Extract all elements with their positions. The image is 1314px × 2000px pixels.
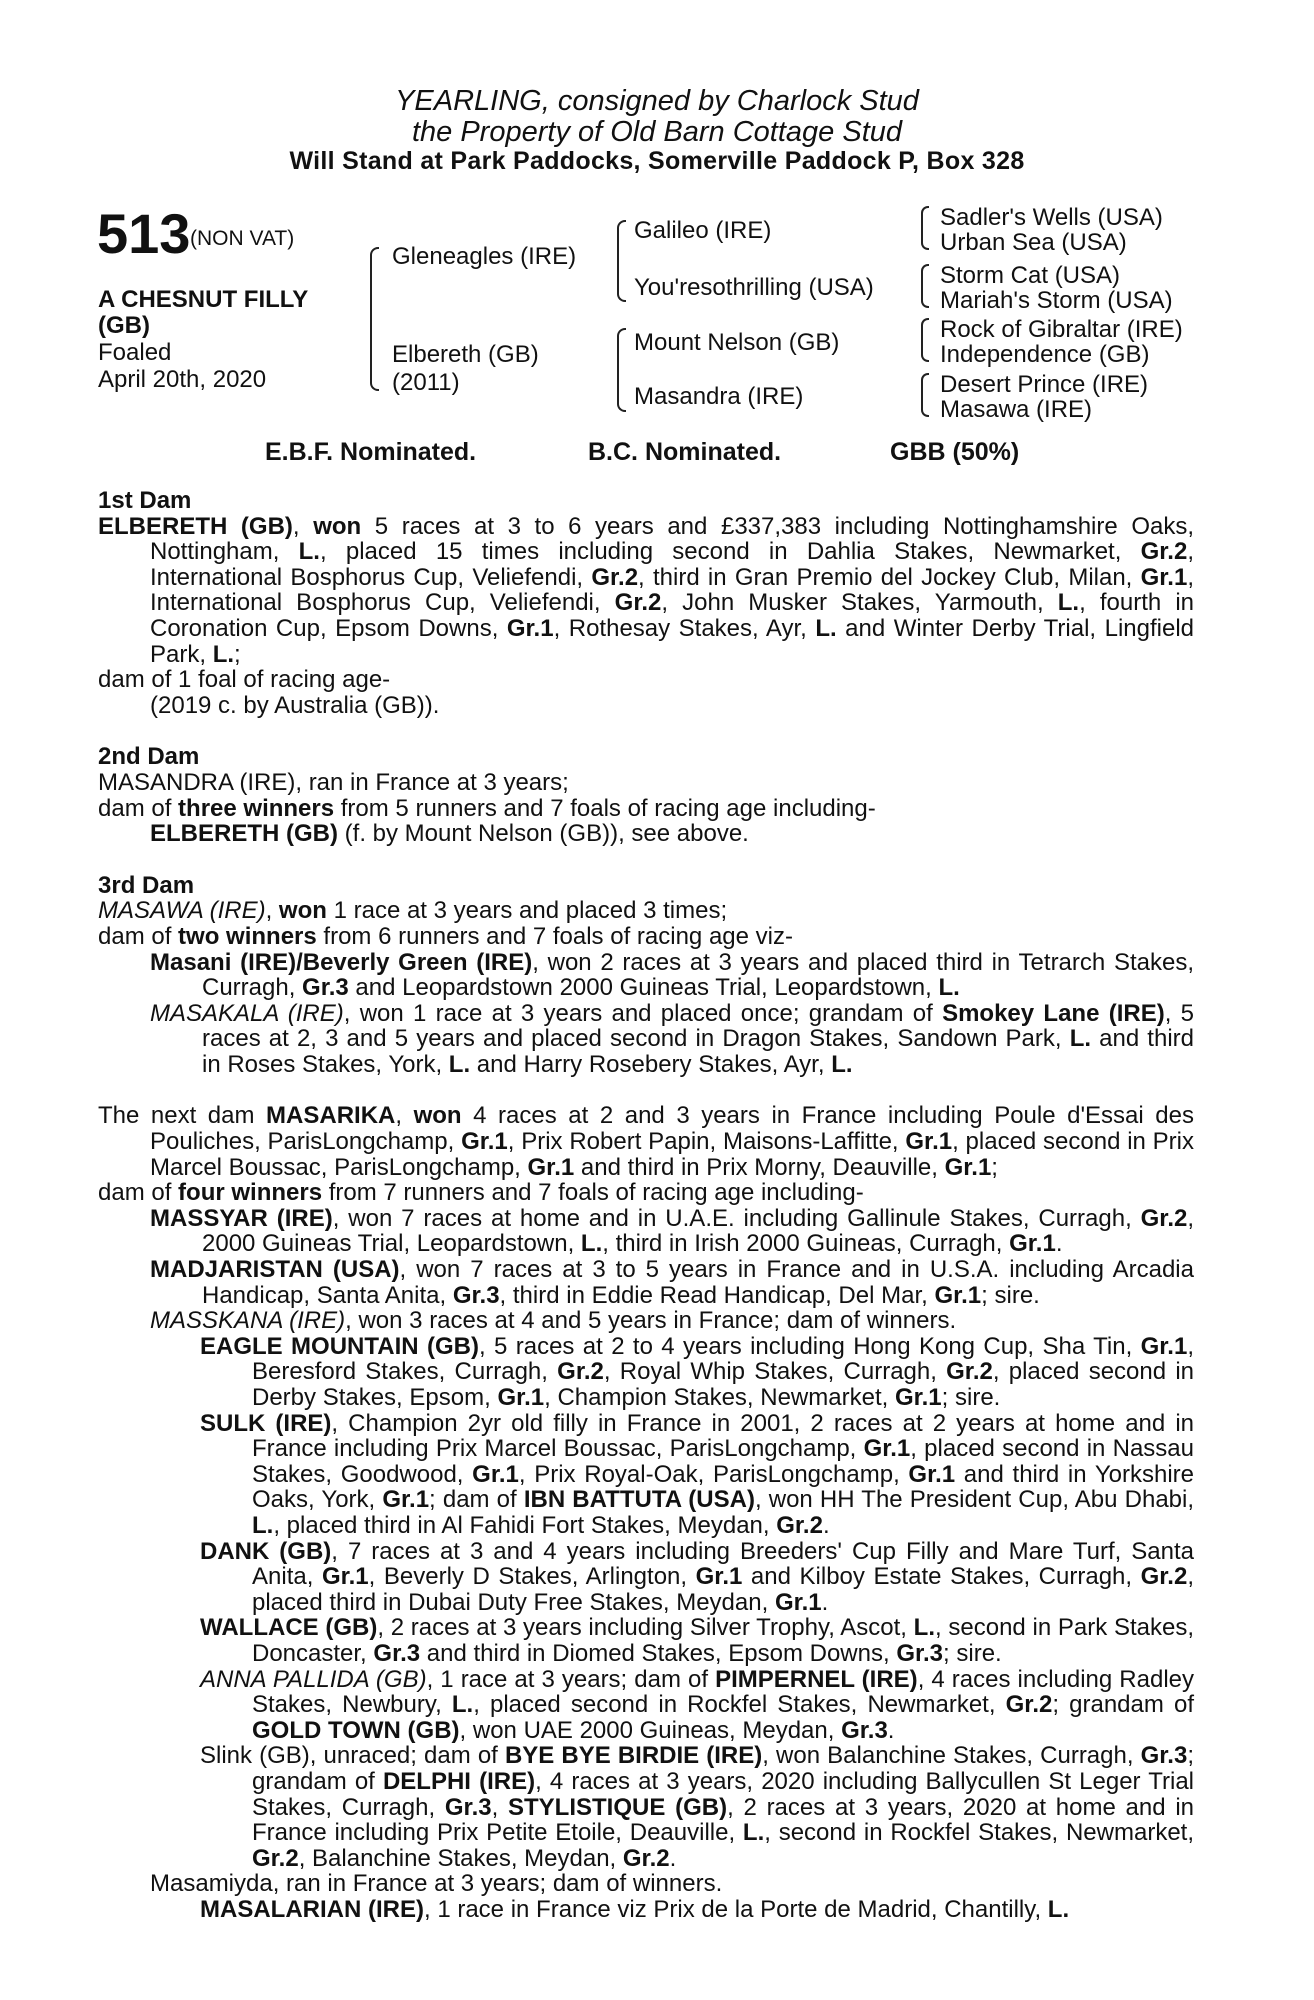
third-dam-heading: 3rd Dam (98, 871, 195, 899)
pedigree-brace-sd (921, 264, 929, 308)
second-dam-heading: 2nd Dam (98, 743, 200, 771)
first-dam-entry: ELBERETH (GB), won 5 races at 3 to 6 years and £337,383 including Nottinghamshire Oaks, Nottingham, L., placed 15 times including second in Dahlia Stakes, Newmarket, Gr.2, International Bosphorus Cup, Veliefendi, Gr.2, third in Gran Premio del Jockey Club, Milan, Gr.1, International Bosphorus Cup, Veliefendi, Gr.2, John Musker Stakes, Yarmouth, L., fourth in Coronation Cup, Epsom Downs, Gr.1, Rothesay Stakes, Ayr, L. and Winter Derby Trial, Lingfield Park, L.; (98, 512, 1195, 668)
pedigree-dds: Desert Prince (IRE) (940, 371, 1149, 398)
next-dam-foal-madjaristan: MADJARISTAN (USA), won 7 races at 3 to 5 years in France and in U.S.A. including Arcadia Handicap, Santa Anita, Gr.3, third in Eddie Read Handicap, Del Mar, Gr.1; sire. (150, 1256, 1194, 1309)
lot-number: 513 (97, 202, 191, 265)
gbb-status: GBB (50%) (890, 438, 1020, 466)
masskana-foal-sulk: SULK (IRE), Champion 2yr old filly in France in 2001, 2 races at 2 years at home and in France including Prix Marcel Boussac, ParisLongchamp, Gr.1, placed second in Nassau Stakes, Goodwood, Gr.1, Prix Royal-Oak, ParisLongchamp, Gr.1 and third in Yorkshire Oaks, York, Gr.1; dam of IBN BATTUTA (USA), won HH The President Cup, Abu Dhabi, L., placed third in Al Fahidi Fort Stakes, Meydan, Gr.2. (200, 1409, 1195, 1539)
second-dam-entry: MASANDRA (IRE), ran in France at 3 years; (98, 768, 569, 796)
pedigree-brace-sire (617, 220, 626, 302)
catalogue-body (98, 488, 1194, 1922)
lot-origin: (GB) (98, 312, 150, 339)
header-line-2: the Property of Old Barn Cottage Stud (411, 116, 903, 148)
pedigree-dam-sire: Mount Nelson (GB) (634, 329, 840, 356)
masskana-foal-dank: DANK (GB), 7 races at 3 and 4 years including Breeders' Cup Filly and Mare Turf, Santa Anita, Gr.1, Beverly D Stakes, Arlington, Gr.1 and Kilboy Estate Stakes, Curragh, Gr.2, placed third in Dubai Duty Free Stakes, Meydan, Gr.1. (200, 1537, 1194, 1616)
pedigree-brace-ds (921, 318, 929, 362)
masskana-foal-anna-pallida: ANNA PALLIDA (GB), 1 race at 3 years; dam of PIMPERNEL (IRE), 4 races including Radley Stakes, Newbury, L., placed second in Rockfel Stakes, Newmarket, Gr.2; grandam of GOLD TOWN (GB), won UAE 2000 Guineas, Meydan, Gr.3. (200, 1665, 1194, 1744)
first-dam-heading: 1st Dam (98, 487, 192, 514)
next-dam-foal-masamiyda: Masamiyda, ran in France at 3 years; dam of winners. (150, 1870, 723, 1898)
masamiyda-foal-masalarian: MASALARIAN (IRE), 1 race in France viz Prix de la Porte de Madrid, Chantilly, L. (200, 1895, 1070, 1923)
pedigree-sdd: Mariah's Storm (USA) (940, 287, 1173, 314)
pedigree-dsd: Independence (GB) (940, 341, 1150, 368)
next-dam-entry: The next dam MASARIKA, won 4 races at 2 and 3 years in France including Poule d'Essai des Pouliches, ParisLongchamp, Gr.1, Prix Robert Papin, Maisons-Laffitte, Gr.1, placed second in Prix Marcel Boussac, ParisLongchamp, Gr.1 and third in Prix Morny, Deauville, Gr.1; (98, 1102, 1194, 1181)
third-dam-foal-2: MASAKALA (IRE), won 1 race at 3 years and placed once; grandam of Smokey Lane (IRE), 5 races at 2, 3 and 5 years and placed second in Dragon Stakes, Sandown Park, L. and third in Roses Stakes, York, L. and Harry Rosebery Stakes, Ayr, L. (150, 999, 1194, 1078)
pedigree-ssd: Urban Sea (USA) (940, 229, 1127, 256)
pedigree-brace-dam (617, 328, 626, 412)
pedigree-ddd: Masawa (IRE) (940, 396, 1093, 423)
pedigree-brace-ss (921, 206, 929, 250)
pedigree-dam-dam: Masandra (IRE) (634, 383, 804, 410)
bc-nomination: B.C. Nominated. (588, 438, 782, 466)
third-dam-produce: dam of two winners from 6 runners and 7 foals of racing age viz- (98, 922, 793, 950)
pedigree-brace-main (370, 247, 379, 391)
next-dam-foal-massyar: MASSYAR (IRE), won 7 races at home and in U.A.E. including Gallinule Stakes, Curragh, Gr.2, 2000 Guineas Trial, Leopardstown, L., third in Irish 2000 Guineas, Curragh, Gr.1. (150, 1204, 1195, 1258)
header-line-1: YEARLING, consigned by Charlock Stud (395, 85, 919, 117)
foaled-date: April 20th, 2020 (98, 366, 267, 393)
pedigree-sire-sire: Galileo (IRE) (634, 217, 772, 244)
pedigree-dam-year: (2011) (392, 369, 460, 396)
pedigree-brace-dd (921, 373, 929, 417)
next-dam-foal-masskana: MASSKANA (IRE), won 3 races at 4 and 5 years in France; dam of winners. (150, 1307, 957, 1335)
vat-status: (NON VAT) (190, 227, 295, 250)
pedigree-dam: Elbereth (GB) (392, 341, 539, 368)
pedigree-sss: Sadler's Wells (USA) (940, 204, 1163, 231)
second-dam-foal: ELBERETH (GB) (f. by Mount Nelson (GB)), see above. (150, 820, 749, 848)
pedigree-sire: Gleneagles (IRE) (392, 243, 577, 270)
first-dam-foal: (2019 c. by Australia (GB)). (150, 691, 440, 719)
next-dam-produce: dam of four winners from 7 runners and 7 foals of racing age including- (98, 1179, 864, 1207)
second-dam-produce: dam of three winners from 5 runners and 7 foals of racing age including- (98, 794, 876, 822)
pedigree-dss: Rock of Gibraltar (IRE) (940, 316, 1183, 343)
masskana-foal-eagle-mountain: EAGLE MOUNTAIN (GB), 5 races at 2 to 4 years including Hong Kong Cup, Sha Tin, Gr.1, Beresford Stakes, Curragh, Gr.2, Royal Whip Stakes, Curragh, Gr.2, placed second in Derby Stakes, Epsom, Gr.1, Champion Stakes, Newmarket, Gr.1; sire. (200, 1332, 1194, 1411)
pedigree-sire-dam: You'resothrilling (USA) (634, 274, 874, 301)
third-dam-foal-1: Masani (IRE)/Beverly Green (IRE), won 2 races at 3 years and placed third in Tetrarch Stakes, Curragh, Gr.3 and Leopardstown 2000 Guineas Trial, Leopardstown, L. (150, 948, 1194, 1002)
third-dam-entry: MASAWA (IRE), won 1 race at 3 years and placed 3 times; (98, 897, 728, 925)
lot-description: A CHESNUT FILLY (98, 286, 309, 313)
masskana-foal-wallace: WALLACE (GB), 2 races at 3 years including Silver Trophy, Ascot, L., second in Park Stakes, Doncaster, Gr.3 and third in Diomed Stakes, Epsom Downs, Gr.3; sire. (200, 1614, 1194, 1667)
header-line-3: Will Stand at Park Paddocks, Somerville Paddock P, Box 328 (289, 147, 1025, 175)
masskana-foal-slink: Slink (GB), unraced; dam of BYE BYE BIRDIE (IRE), won Balanchine Stakes, Curragh, Gr.3; grandam of DELPHI (IRE), 4 races at 3 years, 2020 including Ballycullen St Leger Trial Stakes, Curragh, Gr.3, STYLISTIQUE (GB), 2 races at 3 years, 2020 at home and in France including Prix Petite Etoile, Deauville, L., second in Rockfel Stakes, Newmarket, Gr.2, Balanchine Stakes, Meydan, Gr.2. (200, 1742, 1195, 1872)
pedigree-sds: Storm Cat (USA) (940, 262, 1121, 289)
ebf-nomination: E.B.F. Nominated. (265, 438, 477, 466)
foaled-label: Foaled (98, 339, 172, 366)
first-dam-produce: dam of 1 foal of racing age- (98, 666, 391, 694)
